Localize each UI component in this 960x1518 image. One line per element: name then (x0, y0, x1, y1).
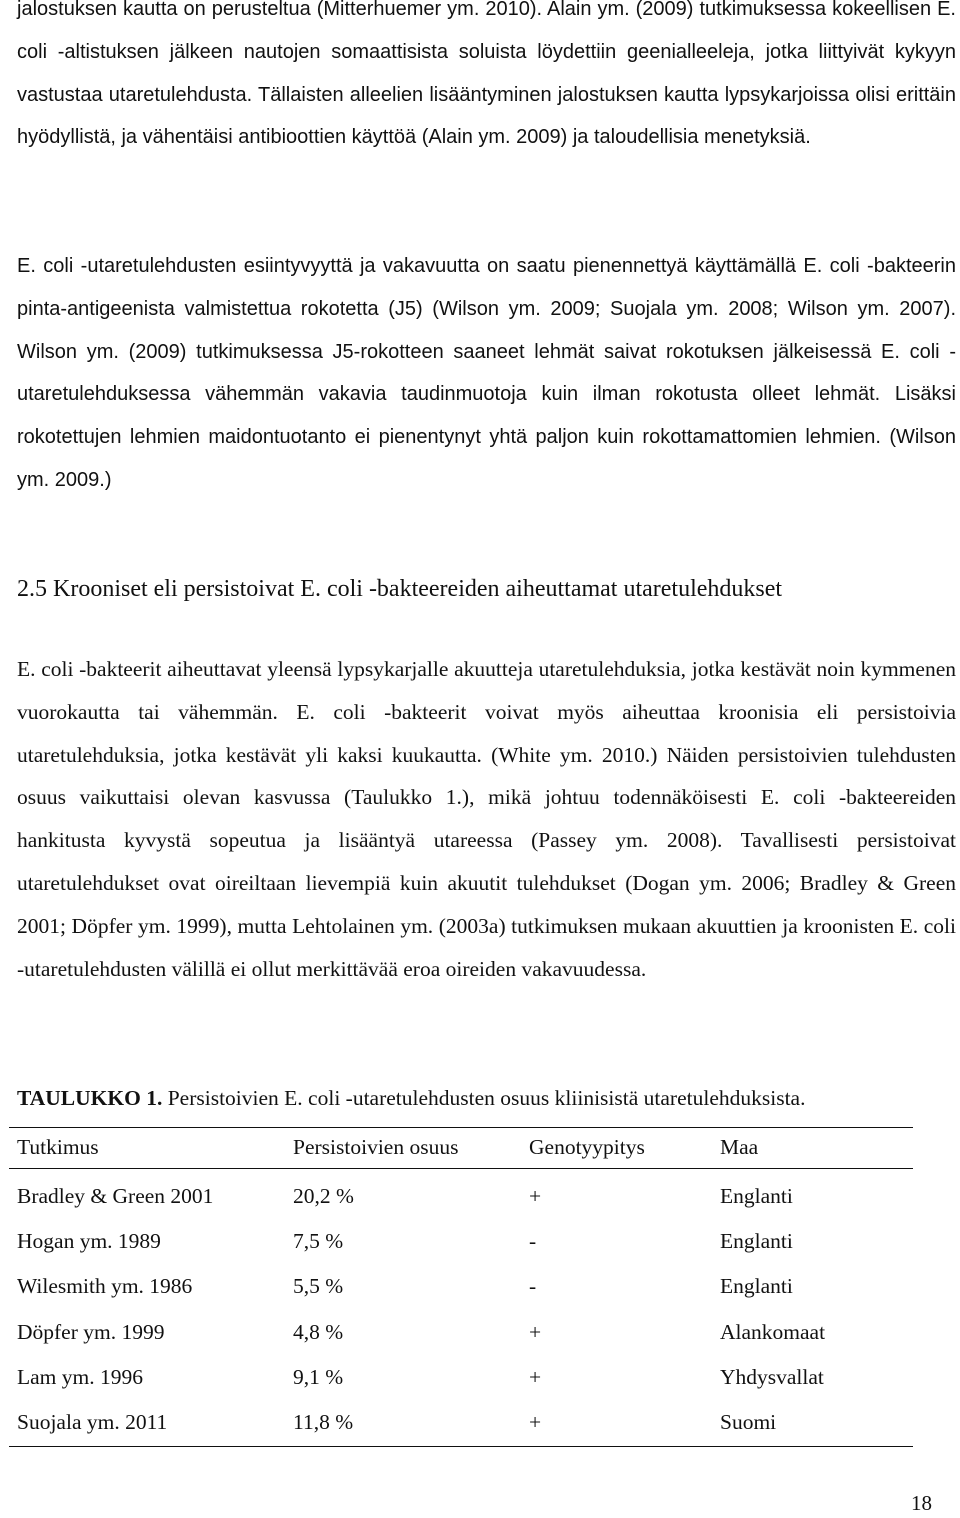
section-heading: 2.5 Krooniset eli persistoivat E. coli -bakteereiden aiheuttamat utaretulehdukset (17, 576, 783, 602)
paragraph-persistent: E. coli -bakteerit aiheuttavat yleensä lypsykarjalle akuutteja utaretulehduksia, jotka kestävät noin kymmenen vuorokautta tai vähemmän. E. coli -bakteerit voivat myös aiheuttaa kroonisia eli persistoivia utaretulehduksia, jotka kestävät yli kaksi kuukautta. (White ym. 2010.) Näiden persistoivien tulehdusten osuus vaikuttaisi olevan kasvussa (Taulukko 1.), mikä johtuu todennäköisesti E. coli -bakteereiden hankitusta kyvystä sopeutua ja lisääntyä utareessa (Passey ym. 2008). Tavallisesti persistoivat utaretulehdukset ovat oireiltaan lievempiä kuin akuutit tulehdukset (Dogan ym. 2006; Bradley & Green 2001; Döpfer ym. 1999), mutta Lehtolainen ym. (2003a) tutkimuksen mukaan akuuttien ja kroonisten E. coli -utaretulehdusten välillä ei ollut merkittävää eroa oireiden vakavuudessa. (17, 657, 956, 981)
cell-share: 7,5 % (293, 1229, 344, 1254)
cell-study: Hogan ym. 1989 (17, 1229, 161, 1254)
paragraph-vaccine: E. coli -utaretulehdusten esiintyvyyttä ja vakavuutta on saatu pienennettyä käyttämällä E. coli -bakteerin pinta-antigeenista valmistettua rokotetta (J5) (Wilson ym. 2009; Suojala ym. 2008; Wilson ym. 2007). Wilson ym. (2009) tutkimuksessa J5-rokotteen saaneet lehmät saivat rokotuksen jälkeisessä E. coli -utaretulehduksessa vähemmän vakavia taudinmuotoja kuin ilman rokotusta olleet lehmät. Lisäksi rokotettujen lehmien maidontuotanto ei pienentynyt yhtä paljon kuin rokottamattomien lehmien. (Wilson ym. 2009.) (17, 255, 956, 491)
table-row (17, 1310, 920, 1355)
cell-genotyping: + (529, 1410, 542, 1435)
cell-share: 5,5 % (293, 1274, 344, 1299)
table-row (17, 1400, 920, 1445)
cell-genotyping: + (529, 1364, 542, 1389)
cell-genotyping: + (529, 1184, 542, 1209)
persistence-table (17, 1128, 920, 1445)
cell-share: 11,8 % (293, 1410, 354, 1435)
cell-genotyping: + (529, 1319, 542, 1344)
table-header-row (17, 1128, 920, 1166)
cell-country: Alankomaat (720, 1319, 826, 1344)
table-bottom-rule (9, 1446, 913, 1447)
cell-share: 20,2 % (293, 1184, 354, 1209)
cell-study: Suojala ym. 2011 (17, 1410, 168, 1435)
cell-study: Lam ym. 1996 (17, 1364, 143, 1389)
cell-genotyping: - (529, 1274, 537, 1299)
cell-genotyping: - (529, 1229, 537, 1254)
cell-share: 9,1 % (293, 1364, 344, 1389)
cell-country: Suomi (720, 1410, 777, 1435)
header-cell-country: Maa (720, 1134, 759, 1159)
page-number: 18 (911, 1491, 932, 1515)
cell-country: Englanti (720, 1274, 793, 1299)
cell-country: Yhdysvallat (720, 1364, 824, 1389)
table-caption-text: Persistoivien E. coli -utaretulehdusten osuus kliinisistä utaretulehduksista. (167, 1086, 806, 1110)
table-caption-label: TAULUKKO 1. (17, 1086, 163, 1110)
table-caption (17, 1080, 805, 1116)
header-cell-share: Persistoivien osuus (293, 1134, 459, 1159)
paragraph-alleles: jalostuksen kautta on perusteltua (Mitterhuemer ym. 2010). Alain ym. (2009) tutkimuksessa kokeellisen E. coli -altistuksen jälkeen nautojen somaattisista soluista löydettiin geenialleeleja, jotka liittyivät kykyyn vastustaa utaretulehdusta. Tällaisten alleelien lisääntyminen jalostuksen kautta lypsykarjoissa olisi erittäin hyödyllistä, ja vähentäisi antibioottien käyttöä (Alain ym. 2009) ja taloudellisia menetyksiä. (17, 0, 956, 149)
cell-study: Döpfer ym. 1999 (17, 1319, 165, 1344)
table-row (17, 1174, 920, 1219)
table-row (17, 1264, 920, 1309)
cell-share: 4,8 % (293, 1319, 344, 1344)
table-row (17, 1355, 920, 1400)
header-cell-genotyping: Genotyypitys (529, 1134, 645, 1159)
table-row (17, 1219, 920, 1264)
header-cell-study: Tutkimus (17, 1134, 99, 1159)
cell-country: Englanti (720, 1229, 793, 1254)
cell-study: Wilesmith ym. 1986 (17, 1274, 193, 1299)
cell-study: Bradley & Green 2001 (17, 1184, 214, 1209)
cell-country: Englanti (720, 1184, 793, 1209)
